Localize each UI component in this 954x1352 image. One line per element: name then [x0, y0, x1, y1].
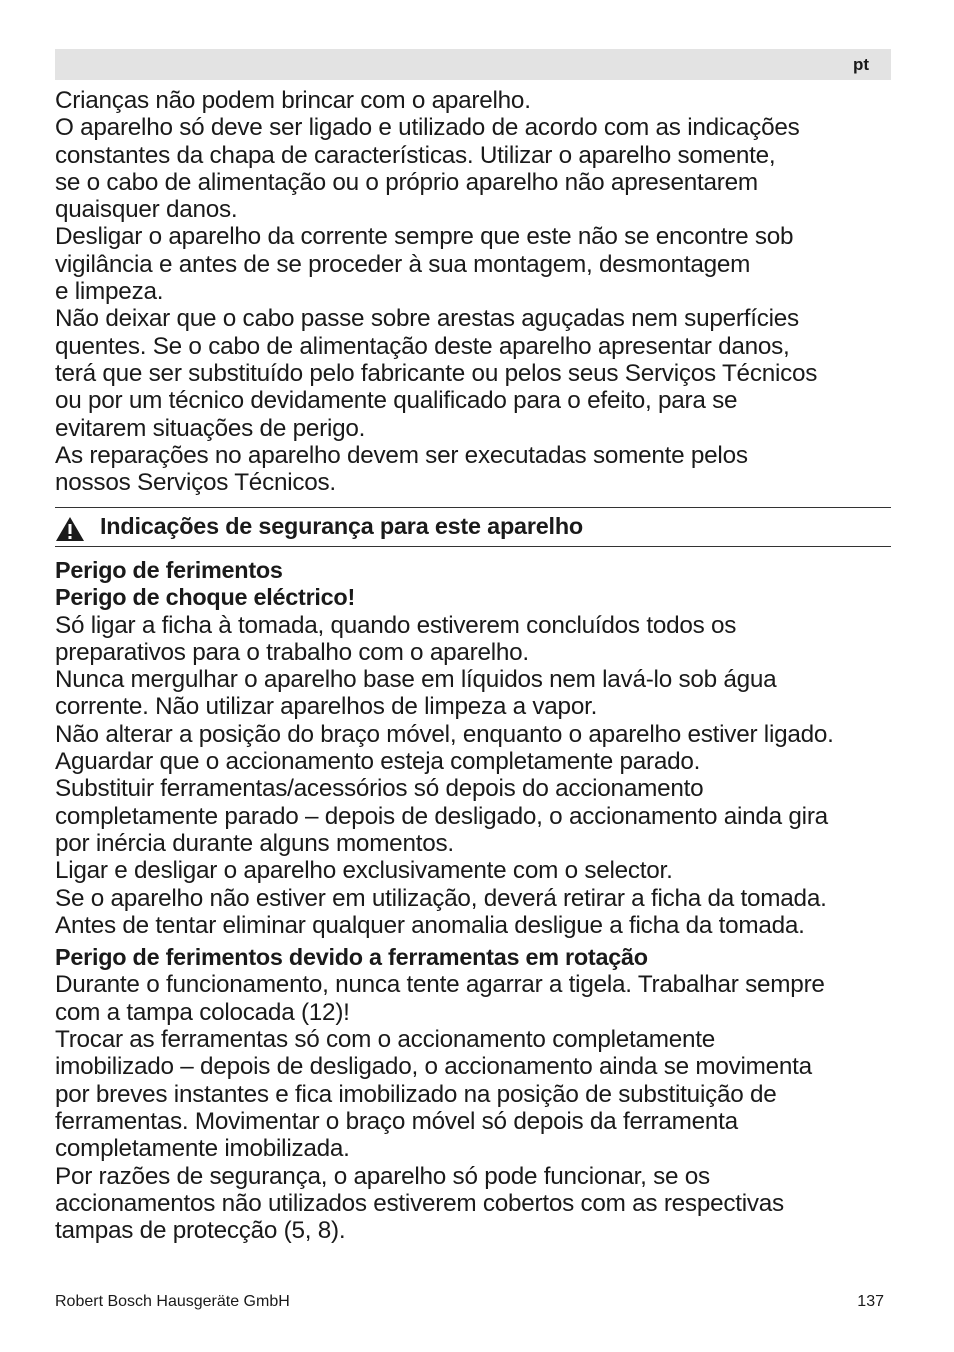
text-line: accionamentos não utilizados estiverem cobertos com as respectivas	[55, 1189, 784, 1217]
text-line: quaisquer danos.	[55, 196, 238, 224]
section-title: Indicações de segurança para este aparelho	[100, 513, 584, 539]
text-line: Crianças não podem brincar com o aparelho.	[55, 87, 531, 114]
warning-triangle-icon	[55, 516, 85, 542]
text-line: corrente. Não utilizar aparelhos de limpeza a vapor.	[55, 693, 598, 721]
text-line: por inércia durante alguns momentos.	[55, 829, 454, 857]
text-line: Por razões de segurança, o aparelho só pode funcionar, se os	[55, 1162, 710, 1190]
page-number: 137	[857, 1293, 884, 1310]
text-line: terá que ser substituído pelo fabricante ou pelos seus Serviços Técnicos	[55, 359, 818, 387]
text-line: com a tampa colocada (12)!	[55, 998, 350, 1026]
text-line: As reparações no aparelho devem ser executadas somente pelos	[55, 441, 748, 469]
intro-text	[55, 87, 891, 496]
text-line: completamente imobilizada.	[55, 1135, 350, 1163]
text-line: constantes da chapa de características. Utilizar o aparelho somente,	[55, 141, 776, 169]
text-line: se o cabo de alimentação ou o próprio aparelho não apresentarem	[55, 168, 758, 196]
text-line: preparativos para o trabalho com o aparelho.	[55, 638, 529, 666]
text-line: por breves instantes e fica imobilizado na posição de substituição de	[55, 1080, 777, 1108]
text-line: Não deixar que o cabo passe sobre arestas aguçadas nem superfícies	[55, 305, 799, 333]
text-line: Antes de tentar eliminar qualquer anomalia desligue a ficha da tomada.	[55, 911, 805, 939]
text-line: Substituir ferramentas/acessórios só depois do accionamento	[55, 775, 704, 803]
language-label: pt	[852, 55, 869, 74]
text-line: O aparelho só deve ser ligado e utilizado de acordo com as indicações	[55, 114, 800, 142]
text-line: evitarem situações de perigo.	[55, 414, 366, 442]
heading-rotating-tools: Perigo de ferimentos devido a ferramentas em rotação	[55, 944, 648, 971]
text-line: Trocar as ferramentas só com o accionamento completamente	[55, 1026, 716, 1054]
text-line: ferramentas. Movimentar o braço móvel só depois da ferramenta	[55, 1107, 738, 1135]
text-line: quentes. Se o cabo de alimentação deste aparelho apresentar danos,	[55, 332, 790, 360]
safety-section-header	[55, 507, 891, 547]
text-line: Só ligar a ficha à tomada, quando estiverem concluídos todos os	[55, 611, 737, 639]
text-line: completamente parado – depois de desligado, o accionamento ainda gira	[55, 802, 828, 830]
text-line: tampas de protecção (5, 8).	[55, 1217, 346, 1245]
text-line: Desligar o aparelho da corrente sempre que este não se encontre sob	[55, 223, 794, 251]
text-line: vigilância e antes de se proceder à sua montagem, desmontagem	[55, 250, 751, 278]
text-line: Se o aparelho não estiver em utilização, deverá retirar a ficha da tomada.	[55, 884, 827, 912]
header-bar	[55, 49, 891, 80]
text-line: Não alterar a posição do braço móvel, enquanto o aparelho estiver ligado.	[55, 720, 834, 748]
safety-text	[55, 557, 891, 1244]
text-line: e limpeza.	[55, 278, 164, 306]
text-line: Aguardar que o accionamento esteja completamente parado.	[55, 748, 701, 776]
heading-electric-shock: Perigo de choque eléctrico!	[55, 584, 356, 611]
footer-company: Robert Bosch Hausgeräte GmbH	[55, 1293, 290, 1310]
text-line: Ligar e desligar o aparelho exclusivamente com o selector.	[55, 857, 673, 885]
text-line: imobilizado – depois de desligado, o accionamento ainda se movimenta	[55, 1053, 812, 1081]
text-line: ou por um técnico devidamente qualificado para o efeito, para se	[55, 387, 738, 415]
text-line: nossos Serviços Técnicos.	[55, 469, 336, 497]
text-line: Nunca mergulhar o aparelho base em líquidos nem lavá-lo sob água	[55, 666, 777, 694]
text-line: Durante o funcionamento, nunca tente agarrar a tigela. Trabalhar sempre	[55, 971, 825, 999]
heading-injury: Perigo de ferimentos	[55, 557, 283, 583]
